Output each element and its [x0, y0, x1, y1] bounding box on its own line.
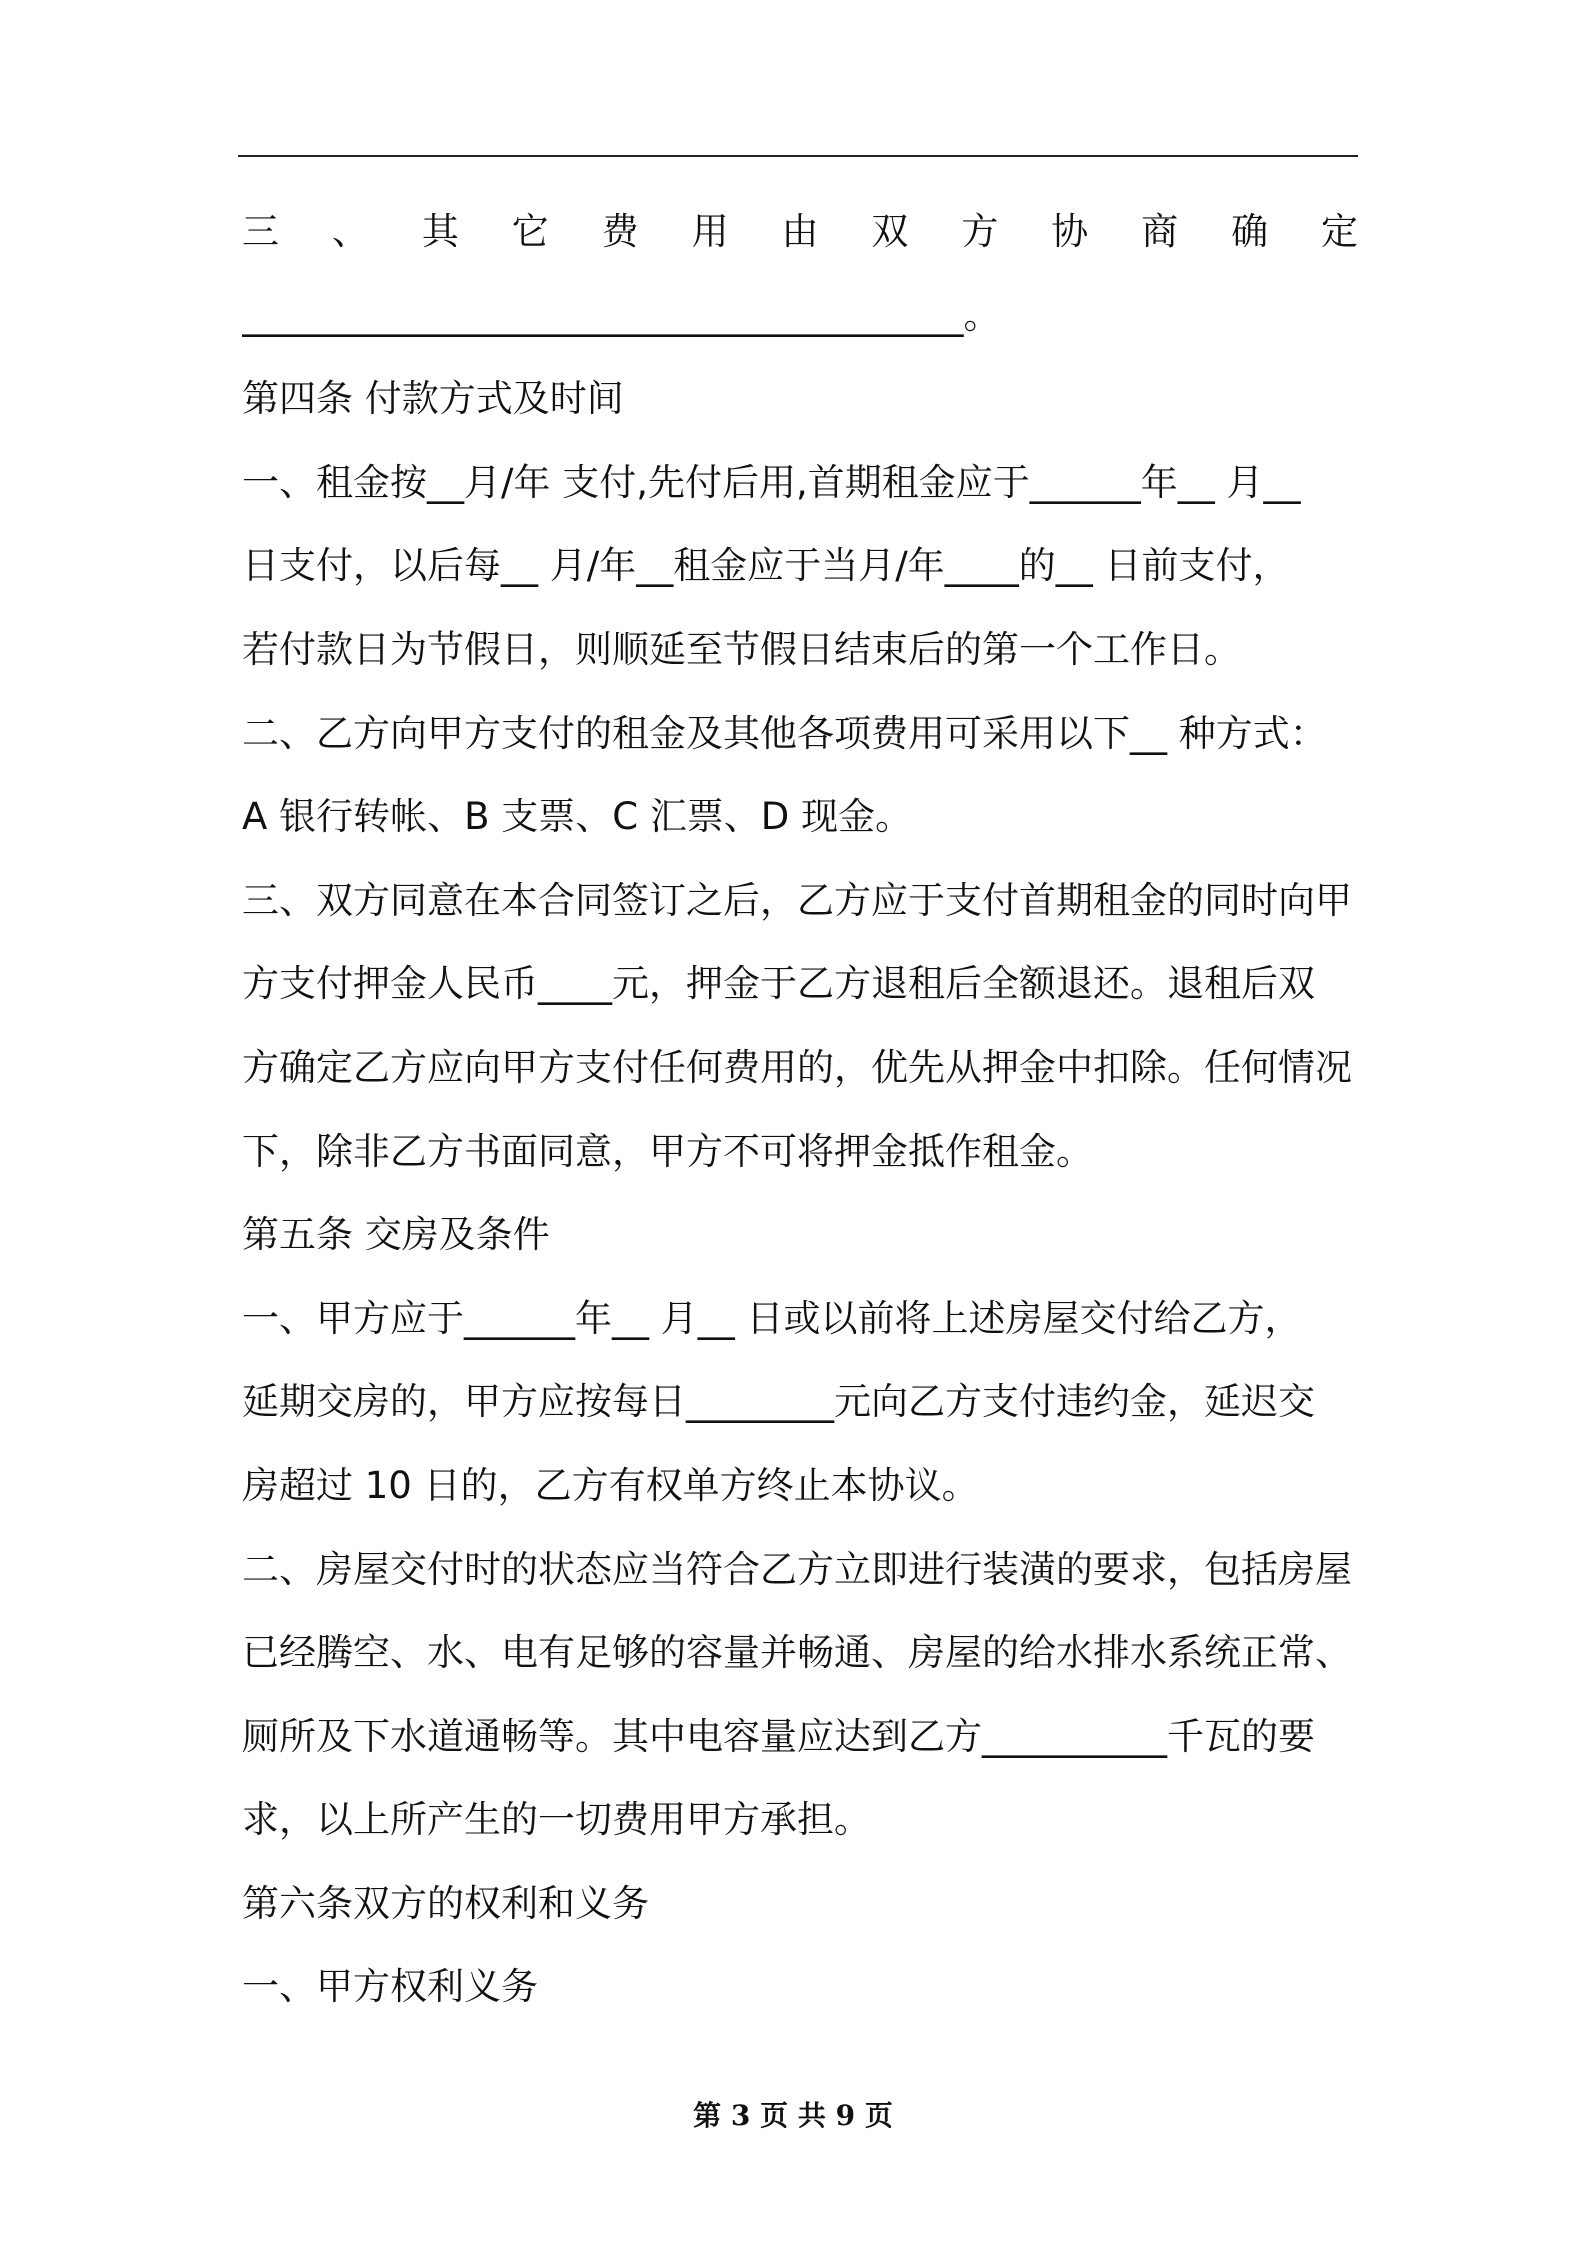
text-line: 日支付，以后每__ 月/年__租金应于当月/年____的__ 日前支付，	[242, 544, 1290, 588]
text-line: 下，除非乙方书面同意，甲方不可将押金抵作租金。	[242, 1129, 1093, 1173]
page-number-footer: 第 3 页 共 9 页	[693, 2099, 893, 2132]
text-line: 求，以上所产生的一切费用甲方承担。	[242, 1798, 871, 1842]
section-heading: 第六条双方的权利和义务	[242, 1881, 649, 1925]
header-divider	[238, 155, 1358, 157]
text-line: 房超过 10 日的，乙方有权单方终止本协议。	[242, 1463, 979, 1507]
text-line: 延期交房的，甲方应按每日________元向乙方支付违约金，延迟交	[242, 1380, 1315, 1424]
text-line: 一、甲方应于______年__ 月__ 日或以前将上述房屋交付给乙方，	[242, 1296, 1302, 1340]
text-line: A 银行转帐、B 支票、C 汇票、D 现金。	[242, 795, 913, 839]
text-line: 二、乙方向甲方支付的租金及其他各项费用可采用以下__ 种方式：	[242, 711, 1327, 755]
text-line: 一、租金按__月/年 支付,先付后用,首期租金应于______年__ 月__	[242, 460, 1301, 504]
text-line: 一、甲方权利义务	[242, 1965, 538, 2009]
text-line: 三、双方同意在本合同签订之后，乙方应于支付首期租金的同时向甲	[242, 878, 1352, 922]
text-line: 已经腾空、水、电有足够的容量并畅通、房屋的给水排水系统正常、	[242, 1631, 1352, 1675]
text-line: 若付款日为节假日，则顺延至节假日结束后的第一个工作日。	[242, 627, 1241, 671]
text-line: 方支付押金人民币____元，押金于乙方退租后全额退还。退租后双	[242, 962, 1315, 1006]
section-heading: 第四条 付款方式及时间	[242, 377, 624, 421]
text-line: _______________________________________。	[242, 293, 1001, 337]
contract-body	[242, 190, 1358, 2029]
text-line: 方确定乙方应向甲方支付任何费用的，优先从押金中扣除。任何情况	[242, 1045, 1352, 1089]
text-line: 二、房屋交付时的状态应当符合乙方立即进行装潢的要求，包括房屋	[242, 1547, 1352, 1591]
text-line: 三 、 其 它 费 用 由 双 方 协 商 确 定	[242, 210, 1358, 253]
section-heading: 第五条 交房及条件	[242, 1213, 550, 1257]
text-line: 厕所及下水道通畅等。其中电容量应达到乙方__________千瓦的要	[242, 1714, 1315, 1758]
